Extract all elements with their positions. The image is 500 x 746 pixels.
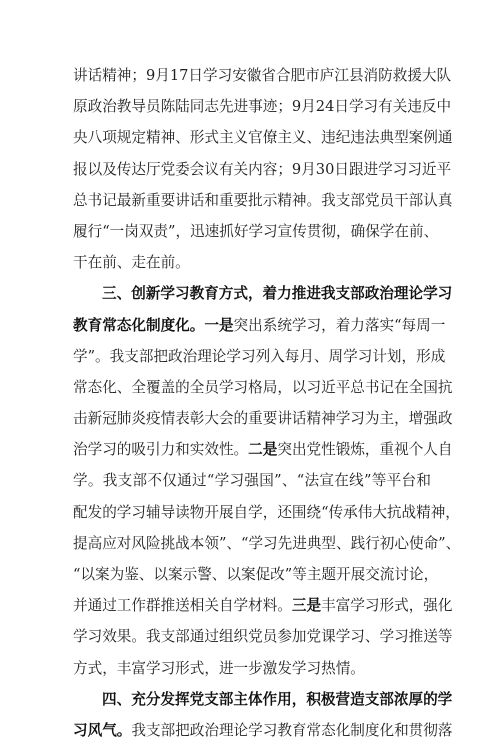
text-segment: 击新冠肺炎疫情表彰大会的重要讲话精神学习为主，增强政 [73, 410, 453, 428]
text-line [73, 185, 453, 216]
text-line [73, 559, 439, 590]
text-segment: 我支部把政治理论学习教育常态化制度化和贯彻落 [131, 721, 453, 739]
text-line [73, 528, 461, 559]
text-segment: 丰富学习形式，强化 [321, 597, 453, 615]
text-segment: 央八项规定精神、形式主义官僚主义、违纪违法典型案例通 [73, 129, 453, 147]
text-line [73, 715, 453, 746]
text-line [73, 372, 453, 403]
text-segment: 治学习的吸引力和实效性。 [73, 441, 249, 459]
text-line [73, 621, 453, 652]
text-segment: 学”。我支部把政治理论学习列入每月、周学习计划，形成 [73, 347, 446, 365]
text-line [73, 310, 446, 341]
text-line [73, 60, 452, 91]
body-text [73, 60, 461, 746]
text-segment: 提高应对风险挑战本领”、“学习先进典型、践行初心使命”、 [73, 534, 461, 552]
text-segment: 突出党性锻炼，重视个人自 [277, 441, 453, 459]
text-line [73, 684, 453, 715]
text-line [73, 154, 452, 185]
text-line [73, 590, 453, 621]
text-line [73, 341, 446, 372]
text-line [73, 247, 431, 278]
text-line [73, 497, 460, 528]
text-segment: 讲话精神；9月17日学习安徽省合肥市庐江县消防救援大队 [73, 67, 452, 84]
text-segment: 学习效果。我支部通过组织党员参加党课学习、学习推送等 [73, 628, 453, 646]
text-line [73, 278, 453, 309]
text-segment: 报以及传达厅党委会议有关内容；9月30日跟进学习习近平 [73, 160, 452, 178]
text-segment: 原政治教导员陈陆同志先进事迹；9月24日学习有关违反中 [73, 98, 452, 116]
text-segment: 学。我支部不仅通过“学习强国”、“法宣在线”等平台和 [73, 472, 431, 490]
text-line [73, 434, 453, 465]
text-line [73, 216, 439, 247]
text-segment: 履行“一岗双责”，迅速抓好学习宣传贯彻，确保学在前、 [73, 222, 439, 240]
bold-text-segment: 教育常态化制度化。一是 [73, 316, 234, 334]
text-segment: 配发的学习辅导读物开展自学，还围绕“传承伟大抗战精神， [73, 503, 460, 521]
text-segment: “以案为鉴、以案示警、以案促改”等主题开展交流讨论， [73, 566, 439, 583]
text-line [73, 91, 452, 122]
text-line [73, 653, 431, 684]
bold-text-segment: 二是 [248, 441, 278, 459]
text-segment: 干在前、走在前。 [73, 254, 190, 272]
text-line [73, 122, 453, 153]
text-segment: 并通过工作群推送相关自学材料。 [73, 597, 292, 615]
text-segment: 常态化、全覆盖的全员学习格局，以习近平总书记在全国抗 [73, 378, 453, 396]
text-line [73, 465, 431, 496]
text-segment: 方式，丰富学习形式，进一步激发学习热情。 [73, 659, 365, 677]
text-line [73, 403, 453, 434]
text-segment: 总书记最新重要讲话和重要批示精神。我支部党员干部认真 [73, 191, 453, 209]
text-segment: 突出系统学习，着力落实“每周一 [233, 316, 446, 334]
bold-text-segment: 四、充分发挥党支部主体作用，积极营造支部浓厚的学 [102, 690, 453, 708]
bold-text-segment: 习风气。 [73, 721, 132, 739]
bold-text-segment: 三、创新学习教育方式，着力推进我支部政治理论学习 [102, 285, 453, 303]
bold-text-segment: 三是 [291, 597, 322, 615]
